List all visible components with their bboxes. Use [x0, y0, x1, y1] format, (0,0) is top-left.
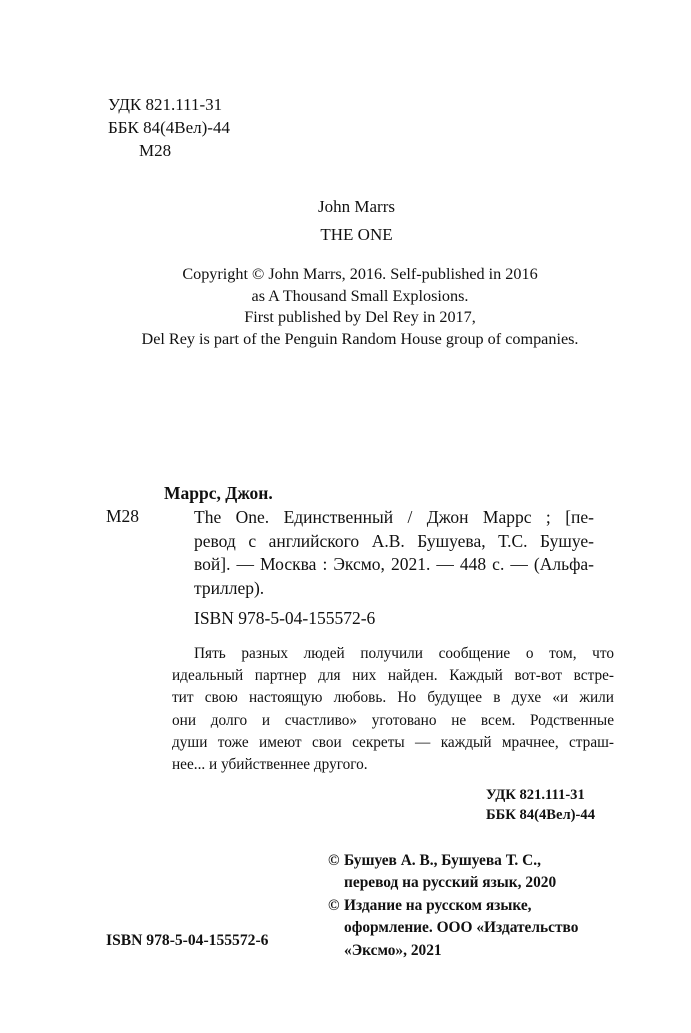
copyright-line: Copyright © John Marrs, 2016. Self-published in 2016	[182, 265, 538, 283]
bib-line: вой]. — Москва : Эксмо, 2021. — 448 с. — (Альфа-	[194, 554, 594, 574]
bib-line: триллер).	[194, 577, 265, 598]
annotation-bbk: ББК 84(4Вел)-44	[486, 807, 595, 823]
rights-edition	[328, 895, 578, 962]
copyright-symbol: ©	[328, 852, 340, 869]
copyright-line: as A Thousand Small Explosions.	[251, 286, 469, 305]
annotation-line: души тоже имеют свои секреты — каждый мрачнее, страш-	[172, 733, 614, 751]
author-mark: М28	[139, 141, 172, 160]
bib-line: The One. Единственный / Джон Маррс ; [пе-	[194, 507, 594, 527]
bib-heading: Маррс, Джон.	[164, 483, 273, 503]
original-author: John Marrs	[318, 197, 395, 216]
rights-line: Бушуев А. В., Бушуева Т. С.,	[344, 852, 541, 869]
rights-line: перевод на русский язык, 2020	[344, 874, 557, 892]
copyright-line: Del Rey is part of the Penguin Random House group of companies.	[141, 330, 579, 349]
annotation-line: нее... и убийственнее другого.	[172, 756, 368, 774]
bib-line: ревод с английского А.В. Бушуева, Т.С. Бушуе-	[194, 530, 594, 551]
annotation	[172, 643, 614, 776]
rights-line: Издание на русском языке,	[344, 896, 532, 914]
udk-code: УДК 821.111-31	[108, 95, 223, 114]
annotation-line: тит свою настоящую любовь. Но будущее в духе «и жили	[172, 689, 614, 707]
copyright-line: First published by Del Rey in 2017,	[244, 308, 476, 327]
footer-rights	[328, 850, 578, 962]
rights-translation	[328, 850, 578, 895]
bib-isbn: ISBN 978-5-04-155572-6	[194, 608, 376, 628]
bib-description	[194, 506, 594, 600]
rights-line: «Эксмо», 2021	[344, 941, 442, 959]
footer-isbn: ISBN 978-5-04-155572-6	[106, 932, 269, 949]
annotation-udk: УДК 821.111-31	[486, 787, 585, 803]
annotation-line: идеальный партнер для них найден. Каждый вот-вот встре-	[172, 667, 614, 685]
rights-line: оформление. ООО «Издательство	[344, 919, 579, 937]
bbk-code: ББК 84(4Вел)-44	[108, 118, 230, 137]
annotation-line: они долго и счастливо» уготовано не всем. Родственные	[172, 711, 614, 729]
original-copyright	[100, 264, 620, 351]
copyright-symbol: ©	[328, 896, 340, 914]
annotation-line: Пять разных людей получили сообщение о том, что	[194, 645, 614, 662]
original-title: THE ONE	[320, 225, 393, 244]
bib-author-mark: М28	[106, 506, 140, 526]
